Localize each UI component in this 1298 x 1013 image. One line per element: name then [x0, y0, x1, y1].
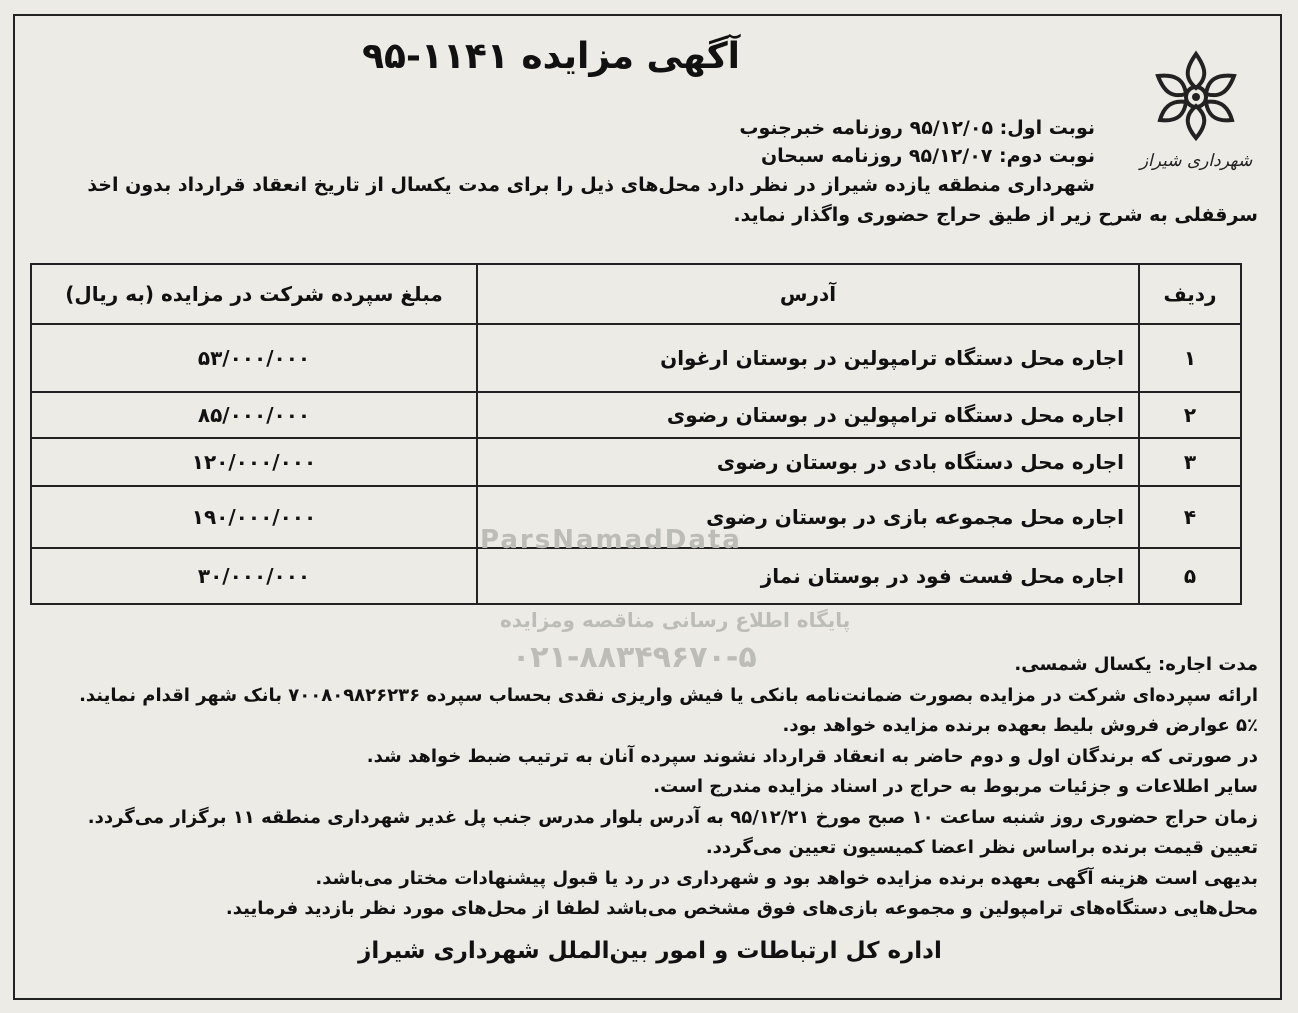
- row-address: اجاره محل دستگاه بادی در بوستان رضوی: [477, 438, 1139, 486]
- term-line: مدت اجاره: یکسال شمسی.: [1014, 654, 1258, 675]
- header-deposit-amount: مبلغ سپرده شرکت در مزایده (به ریال): [31, 264, 477, 324]
- table-row: [31, 324, 1241, 392]
- row-address: اجاره محل فست فود در بوستان نماز: [477, 548, 1139, 604]
- row-number: ۳: [1139, 438, 1241, 486]
- row-deposit-amount: ۱۲۰/۰۰۰/۰۰۰: [31, 438, 477, 486]
- watermark-site-name: ParsNamadData: [480, 525, 742, 555]
- term-line: ۵٪ عوارض فروش بلیط بعهده برنده مزایده خواهد بود.: [782, 715, 1258, 736]
- term-line: ارائه سپرده‌ای شرکت در مزایده بصورت ضمانت‌نامه بانکی یا فیش واریزی نقدی بحساب سپرده ۷۰۰۸۰۹۸۲۶۲۳۶ بانک شهر اقدام نمایند.: [79, 684, 1258, 706]
- row-address: اجاره محل دستگاه ترامپولین در بوستان ارغوان: [477, 324, 1139, 392]
- watermark-description: پایگاه اطلاع رسانی مناقصه ومزایده: [500, 608, 851, 632]
- svg-text:شهرداری شیراز: شهرداری شیراز: [1139, 151, 1253, 171]
- row-number: ۱: [1139, 324, 1241, 392]
- table-header-row: [31, 264, 1241, 324]
- intro-line-2: سرقفلی به شرح زیر از طیق حراج حضوری واگذار نماید.: [733, 204, 1258, 226]
- row-deposit-amount: ۱۹۰/۰۰۰/۰۰۰: [31, 486, 477, 548]
- row-deposit-amount: ۸۵/۰۰۰/۰۰۰: [31, 392, 477, 438]
- term-line: بدیهی است هزینه آگهی بعهده برنده مزایده خواهد بود و شهرداری در رد یا قبول پیشنهادات مختار می‌باشد.: [315, 867, 1258, 889]
- auction-items-table: [30, 263, 1242, 605]
- table-row: [31, 548, 1241, 604]
- term-line: محل‌هایی دستگاه‌های ترامپولین و مجموعه بازی‌های فوق مشخص می‌باشد لطفا از محل‌های مورد نظر بازدید فرمایید.: [225, 898, 1258, 919]
- row-deposit-amount: ۳۰/۰۰۰/۰۰۰: [31, 548, 477, 604]
- flower-emblem-icon: [1139, 46, 1253, 176]
- row-address: اجاره محل دستگاه ترامپولین در بوستان رضوی: [477, 392, 1139, 438]
- table-row: [31, 486, 1241, 548]
- term-line: سایر اطلاعات و جزئیات مربوط به حراج در اسناد مزایده مندرج است.: [653, 776, 1258, 797]
- intro-line-1: شهرداری منطقه یازده شیراز در نظر دارد محل‌های ذیل را برای مدت یکسال از تاریخ انعقاد قرارداد بدون اخذ: [87, 174, 1095, 196]
- row-number: ۵: [1139, 548, 1241, 604]
- first-notice-line: نوبت اول: ۹۵/۱۲/۰۵ روزنامه خبرجنوب: [739, 117, 1095, 139]
- auction-terms: [13, 650, 1258, 925]
- term-line: زمان حراج حضوری روز شنبه ساعت ۱۰ صبح مورخ ۹۵/۱۲/۲۱ به آدرس بلوار مدرس جنب پل غدیر شهرداری منطقه ۱۱ برگزار می‌گردد.: [87, 806, 1258, 828]
- term-line: در صورتی که برندگان اول و دوم حاضر به انعقاد قرارداد نشوند سپرده آنان به ترتیب ضبط خواهد شد.: [366, 745, 1258, 767]
- row-number: ۲: [1139, 392, 1241, 438]
- row-address: اجاره محل مجموعه بازی در بوستان رضوی: [477, 486, 1139, 548]
- header-address: آدرس: [477, 264, 1139, 324]
- table-row: [31, 392, 1241, 438]
- shiraz-municipality-logo: [1139, 46, 1253, 176]
- issuer-signature: اداره کل ارتباطات و امور بین‌الملل شهرداری شیراز: [358, 938, 942, 964]
- term-line: تعیین قیمت برنده براساس نظر اعضا کمیسیون تعیین می‌گردد.: [705, 837, 1258, 858]
- header-row-number: ردیف: [1139, 264, 1241, 324]
- table-row: [31, 438, 1241, 486]
- watermark-phone: ۰۲۱-۸۸۳۴۹۶۷۰-۵: [512, 640, 757, 675]
- row-deposit-amount: ۵۳/۰۰۰/۰۰۰: [31, 324, 477, 392]
- row-number: ۴: [1139, 486, 1241, 548]
- notice-title: آگهی مزایده ۱۱۴۱-۹۵: [362, 36, 740, 77]
- second-notice-line: نوبت دوم: ۹۵/۱۲/۰۷ روزنامه سبحان: [760, 145, 1095, 167]
